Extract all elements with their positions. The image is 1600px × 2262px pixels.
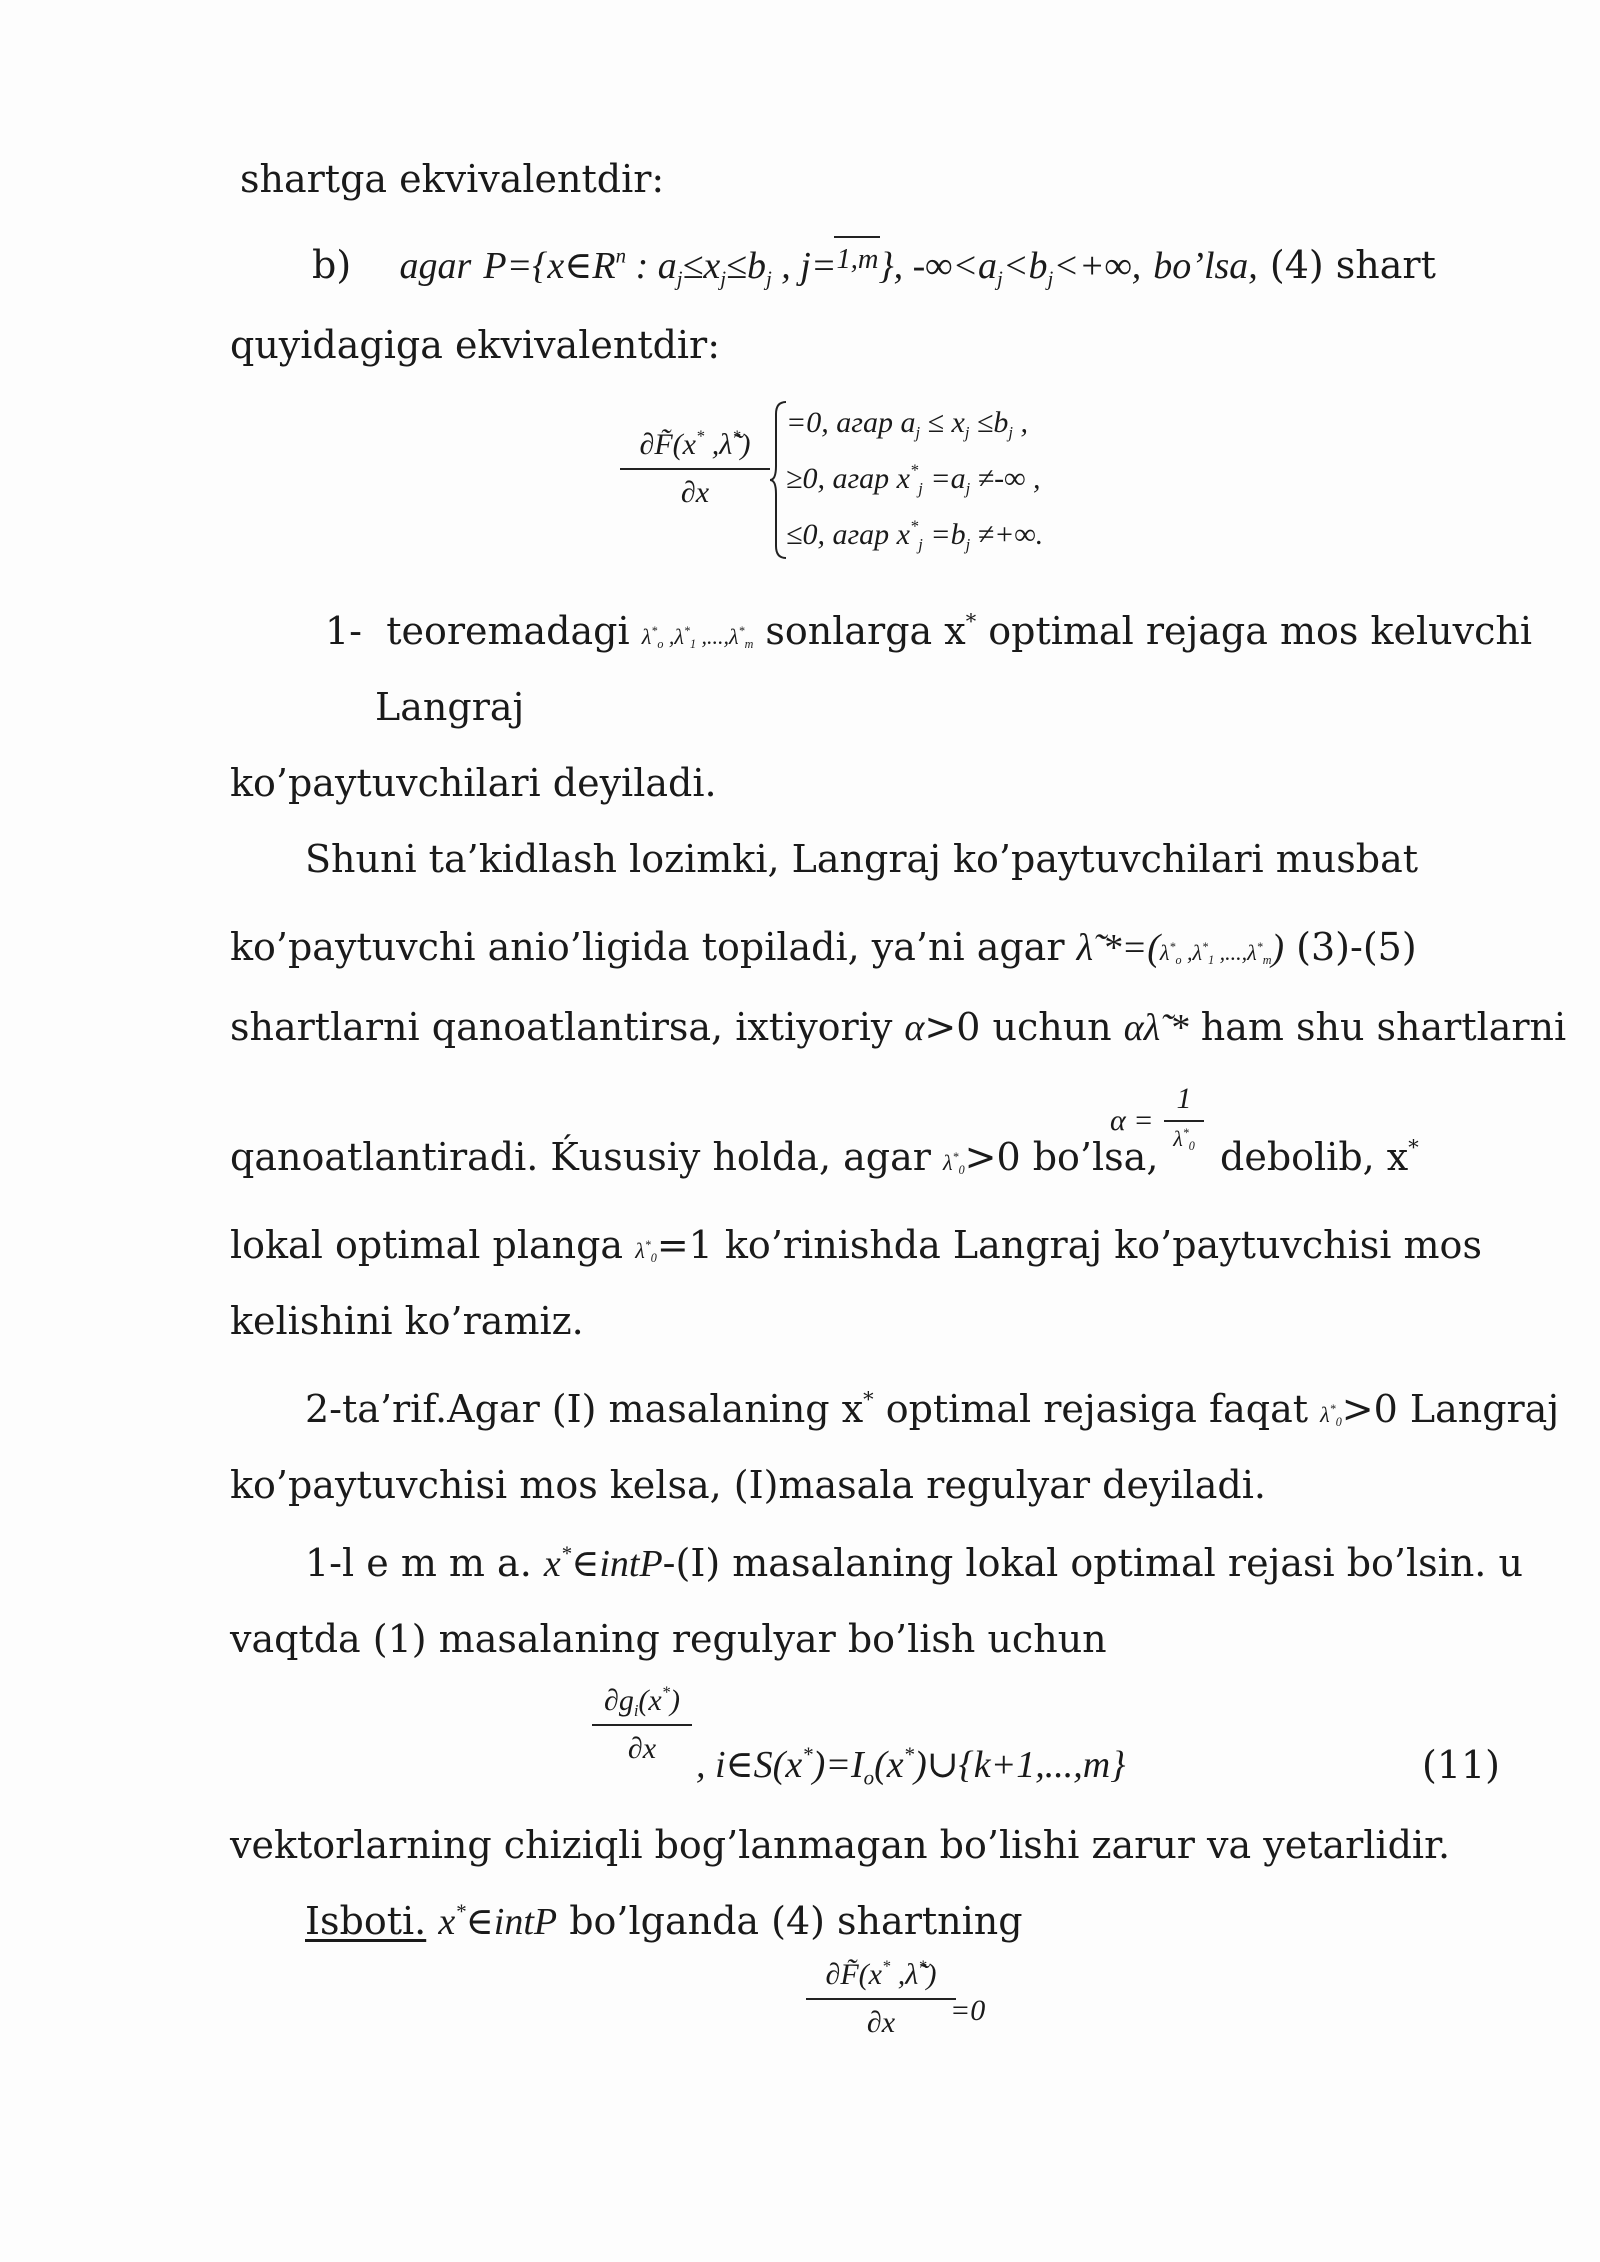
partial-g-fraction: $\frac{\partial g_i(x^*)}{\partial x}$	[592, 1684, 692, 1766]
text-line-b	[312, 243, 1436, 291]
text-line: ko’paytuvchi anio’ligida topiladi, ya’ni agar λ̃ $*=(\lambda^*_o$ $,\lambda^*_1$ $,...,\lambda^*_m$) (3)-(5)	[230, 925, 1417, 969]
text-line: vektorlarning chiziqli bog’lanmagan bo’lishi zarur va yetarlidir.	[230, 1823, 1451, 1867]
text-line: Langraj	[375, 685, 525, 729]
agar-word: agar	[399, 245, 472, 287]
partial-F-fraction-final: $\frac{\partial F̃(x^* ,\lambdã^*)}{\partial x}$	[806, 1958, 956, 2040]
text-line-proof: Isboti. x*∈intP bo’lganda (4) shartning	[305, 1899, 1023, 1943]
text-line: debolib, x*	[1220, 1135, 1419, 1179]
partial-F-fraction: $\frac{\partial F̃(x^* ,\lambdã^*)}{\partial x}$	[620, 428, 770, 510]
text-line: shartlarni qanoatlantirsa, ixtiyoriy α>0 uchun αλ̃ * ham shu shartlarni	[230, 1005, 1567, 1049]
text-line: lokal optimal planga $\lambda^*_0=1$ ko’rinishda Langraj ko’paytuvchisi mos	[230, 1223, 1482, 1267]
equation-number: (11)	[1422, 1743, 1501, 1787]
line-tail: (4) shart	[1269, 243, 1436, 287]
text-line-theorem: 1- teoremadagi $\lambda^*_o$ $,\lambda^*_1$ $,...,\lambda^*_m$ sonlarga x* optimal rejaga mos keluvchi	[325, 609, 1532, 653]
set-P-expr: $P=\{x\in R^n$ : $a_j\le x_j\le b_j$ , j= 1,m}, $-\infty<a_j<b_j<+\infty$,	[483, 245, 1141, 287]
text-line-lemma: 1-l e m m a. x*∈intP-(I) masalaning lokal optimal rejasi bo’lsin. u	[305, 1541, 1523, 1585]
text-line: kelishini ko’ramiz.	[230, 1299, 584, 1343]
system-row-3: ≤0, агар $x^*_j =b_j$ ≠+∞.	[786, 516, 1044, 554]
text-line: vaqtda (1) masalaning regulyar bo’lish uchun	[230, 1617, 1107, 1661]
text-line: ko’paytuvchisi mos kelsa, (I)masala regulyar deyiladi.	[230, 1463, 1266, 1507]
system-row-2: ≥0, агар $x^*_j =a_j$ ≠-∞ ,	[786, 460, 1041, 498]
system-row-1: =0, агар $a_j \le x_j \le b_j$ ,	[786, 406, 1028, 442]
alpha-fraction: 1 $\lambda^*_0$	[1164, 1082, 1204, 1152]
text-line: ko’paytuvchilari deyiladi.	[230, 761, 717, 805]
text-line: Shuni ta’kidlash lozimki, Langraj ko’paytuvchilari musbat	[305, 837, 1419, 881]
alpha-lambda: αλ̃ *	[1123, 1007, 1189, 1049]
bolsa-word: bo’lsa,	[1153, 245, 1258, 287]
item-label: b)	[312, 243, 352, 287]
equals-zero: =0	[950, 1994, 986, 2027]
text-line: shartga ekvivalentdir:	[240, 157, 665, 201]
lambda-list: $\lambda^*_o$ $,\lambda^*_1$ $,...,\lambda^*_m$	[641, 623, 754, 652]
text-line: qanoatlantiradi. Ḱususiy holda, agar $\lambda^*_0>0$ bo’lsa,	[230, 1135, 1159, 1179]
proof-label: Isboti.	[305, 1899, 427, 1943]
text-line: quyidagiga ekvivalentdir:	[230, 323, 721, 367]
text-line-definition: 2-ta’rif.Agar (I) masalaning x* optimal rejasiga faqat $\lambda^*_0>0$ Langraj	[305, 1387, 1560, 1431]
alpha-eq: α =	[1110, 1104, 1154, 1137]
lambda-zero: $\lambda^*_0$	[943, 1149, 965, 1178]
index-set-expr: , $i\in S(x^*)=I_o(x^*)\cup\{k+1,...,m\}$	[696, 1742, 1126, 1790]
lambda-vector: λ̃ $*=(\lambda^*_o$ $,\lambda^*_1$ $,...,\lambda^*_m$)	[1076, 927, 1285, 969]
